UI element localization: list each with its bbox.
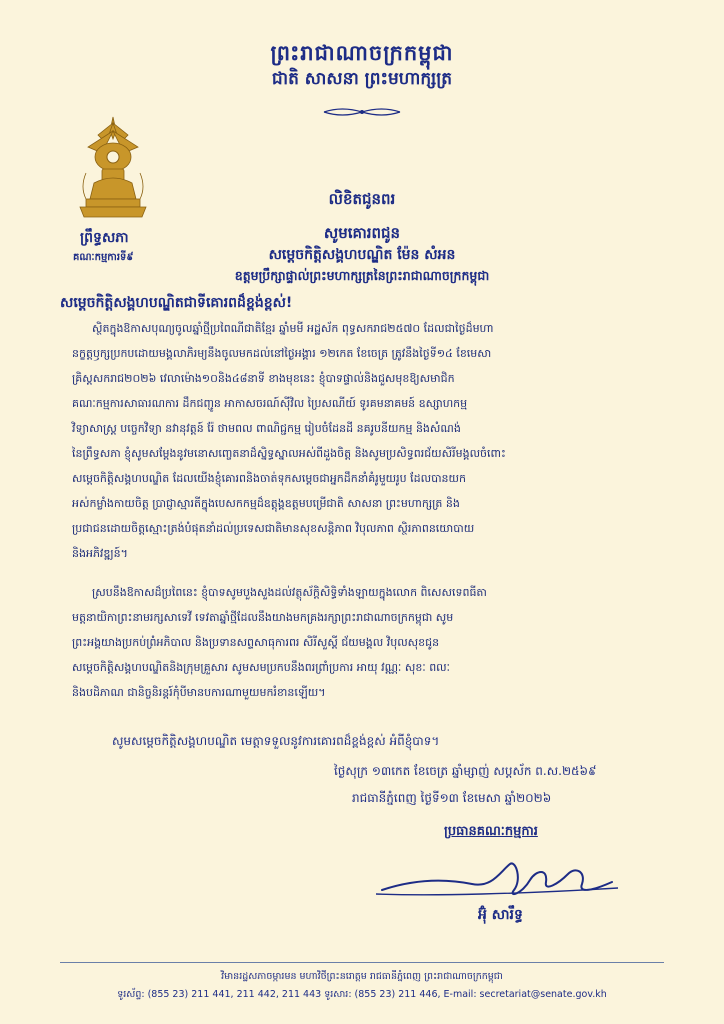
paragraph-2-line: សម្តេចកិត្តិសង្គហបណ្ឌិតនិងក្រុមគ្រួសារ សូមសមប្រកបនឹងពរព្រាំប្រការ អាយុ វណ្ណៈ សុខៈ ពលៈ [72, 661, 451, 674]
paragraph-1-line: និងអភិវឌ្ឍន៍។ [72, 547, 128, 560]
paragraph-1-line: អស់កម្លាំងកាយចិត្ត ប្រាជ្ញាស្មារតីក្នុងបេសកកម្មដ៏ឧត្តុង្គឧត្តមបម្រើជាតិ សាសនា ព្រះមហាក្សត្រ និង [72, 497, 460, 510]
salutation-recipient: សម្តេចកិត្តិសង្គហបណ្ឌិត ម៉ែន សំអន [268, 247, 456, 263]
paragraph-1-line: នក្ខត្តឫក្សប្រកបដោយមង្គលាភិរម្យនឹងចូលមកដល់នៅថ្ងៃអង្គារ ១២កេត ខែចេត្រ ត្រូវនឹងថ្ងៃទី១៤ ខែមេសា [72, 347, 492, 360]
footer-divider [60, 962, 664, 963]
handwritten-signature [372, 850, 622, 910]
committee-name: គណៈកម្មការទី៩ [73, 252, 134, 263]
closing-line: សូមសម្តេចកិត្តិសង្គហបណ្ឌិត មេត្តាទទួលនូវការគោរពដ៏ខ្ពង់ខ្ពស់ អំពីខ្ញុំបាទ។ [112, 734, 440, 748]
greeting: សម្តេចកិត្តិសង្គហបណ្ឌិតជាទីគោរពដ៏ខ្ពង់ខ្ពស់! [60, 295, 293, 311]
paragraph-1-line: គណៈកម្មការសាធារណការ ដឹកជញ្ជូន អាកាសចរណ៍ស៊ីវិល ប្រៃសណីយ៍ ទូរគមនាគមន៍ ឧស្សាហកម្ម [72, 397, 468, 410]
paragraph-1-line: នៃព្រឹទ្ធសភា ខ្ញុំសូមសម្តែងនូវមនោសញ្ចេតនាដ៏ស្និទ្ធស្នាលអស់ពីដួងចិត្ត និងសូមប្រសិទ្ធពរជ័យសិរីមង្គលចំពោះ [72, 447, 506, 460]
organization-name: ព្រឹទ្ធសភា [80, 230, 129, 246]
paragraph-1-line: សម្តេចកិត្តិសង្គហបណ្ឌិត ដែលយើងខ្ញុំគោរពនិងចាត់ទុកសម្តេចជាអ្នកដឹកនាំគំរូមួយរូប ដែលបានយក [72, 472, 466, 485]
footer-address: វិមានរដ្ឋសភាចម្ការមន មហាវិថីព្រះនរោត្តម រាជធានីភ្នំពេញ ព្រះរាជាណាចក្រកម្ពុជា [221, 971, 503, 982]
footer-contact: ទូរស័ព្ទ: (855 23) 211 441, 211 442, 211 443 ទូរសារ: (855 23) 211 446, E-mail: secretariat@senate.gov.kh [117, 989, 607, 1000]
signer-name: អ៊ុំ សារឹទ្ធ [478, 907, 523, 923]
kingdom-heading: ព្រះរាជាណាចក្រកម្ពុជា [270, 41, 454, 65]
paragraph-1-line: វិទ្យាសាស្ត្រ បច្ចេកវិទ្យា នវានុវត្តន៍ រ៉ែ ថាមពល ពាណិជ្ជកម្ម រៀបចំដែនដី នគរូបនីយកម្ម និងសំណង់ [72, 422, 461, 435]
signer-title: ប្រធានគណៈកម្មការ [444, 824, 538, 839]
salutation-line-1: សូមគោរពជូន [323, 224, 401, 242]
paragraph-2-line: ស្របនឹងឱកាសដ៏ប្រពៃនេះ ខ្ញុំបាទសូមបួងសួងដល់វត្ថុស័ក្តិសិទ្ធិទាំងឡាយក្នុងលោក ពិសេសទេពធីតា [92, 586, 487, 599]
paragraph-2-line: ព្រះអង្គយាងប្រកប់ព្រំអភិបាល និងប្រទានសព្ទសាធុការពរ សិរីសួស្តី ជ័យមង្គល វិបុលសុខជូន [72, 636, 440, 649]
lunar-date: ថ្ងៃសុក្រ ១៣កេត ខែចេត្រ ឆ្នាំម្សាញ់ សប្តស័ក ព.ស.២៥៦៩ [334, 764, 597, 778]
document-title: លិខិតជូនពរ [328, 190, 396, 208]
paragraph-1-line: ប្រជាជនដោយចិត្តស្មោះត្រង់បំផុតនាំដល់ប្រទេសជាតិមានសុខសន្តិភាព វិបុលភាព ស្ថិរភាពនយោបាយ [72, 522, 475, 535]
paragraph-1-line: គ្រិស្តសករាជ២០២៦ វេលាម៉ោង១០និង៤៨នាទី ខាងមុខនេះ ខ្ញុំបាទផ្ទាល់និងជួសមុខឱ្យសមាជិក [72, 372, 455, 385]
place-and-date: រាជធានីភ្នំពេញ ថ្ងៃទី១៣ ខែមេសា ឆ្នាំ២០២៦ [352, 791, 552, 805]
paragraph-1-line: ស្ថិតក្នុងឱកាសបុណ្យចូលឆ្នាំថ្មីប្រពៃណីជាតិខ្មែរ ឆ្នាំមមី អដ្ឋស័ក ពុទ្ធសករាជ២៥៧០ ដែលជាថ្ងៃដ៏មហា [92, 322, 494, 335]
paragraph-2-line: មត្តនាយិកាព្រះនាមរក្សសាទេវី ទេវតាឆ្នាំថ្មីដែលនឹងយាងមកគ្រងរក្សាព្រះរាជាណាចក្រកម្ពុជា សូម [72, 611, 454, 624]
divider-ornament-icon [322, 104, 402, 120]
national-motto: ជាតិ សាសនា ព្រះមហាក្សត្រ [271, 69, 453, 89]
salutation-recipient-title: ឧត្តមប្រឹក្សាផ្ទាល់ព្រះមហាក្សត្រនៃព្រះរាជាណាចក្រកម្ពុជា [234, 268, 490, 283]
paragraph-2-line: និងបដិភាណ ជានិច្ចនិរន្តរ៍កុំបីមានបការណាមួយមករំខានឡើយ។ [72, 686, 326, 699]
